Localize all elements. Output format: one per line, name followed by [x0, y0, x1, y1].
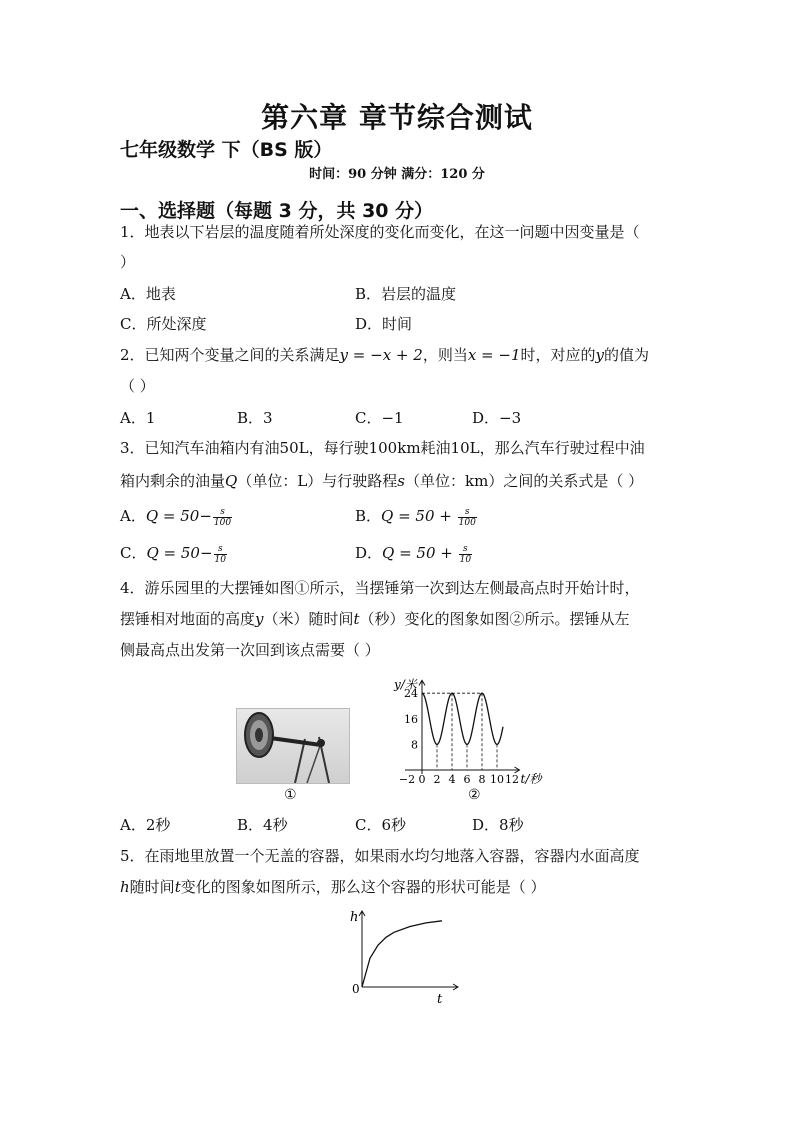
q2-option-a: A．1 [120, 409, 156, 427]
q3-a-numerator: s [213, 507, 232, 518]
q3-a-label: A． [120, 507, 146, 525]
q3-stem-line2 [120, 471, 643, 491]
q3-text-post: （单位：km）之间的关系式是（ ） [405, 472, 644, 490]
q4-stem-line3: 侧最高点出发第一次回到该点需要（ ） [120, 641, 380, 659]
chart1-y-tick-label: 24 [404, 687, 418, 701]
chart2-origin-label: 0 [352, 982, 360, 996]
q5-stem-line1: 5．在雨地里放置一个无盖的容器，如果雨水均匀地落入容器，容器内水面高度 [120, 847, 640, 865]
chart1-y-tick-label: 16 [404, 712, 418, 726]
q2-text-mid2: 时，对应的 [520, 346, 596, 364]
q4-option-d: D．8秒 [472, 816, 524, 834]
q3-option-b [355, 506, 477, 528]
chart1-x-axis-label: t/秒 [520, 772, 542, 786]
chart2-series-line [362, 921, 442, 987]
q1-stem-line2: ） [120, 253, 136, 271]
q4-option-a: A．2秒 [120, 816, 171, 834]
section-heading: 一、选择题（每题 3 分，共 30 分） [120, 200, 434, 222]
q1-option-b: B．岩层的温度 [355, 285, 457, 303]
q1-option-c: C．所处深度 [120, 315, 207, 333]
q1-option-d: D．时间 [355, 315, 413, 333]
chart1-y-axis-label: y/米 [394, 677, 417, 692]
chart1-series-line [422, 693, 503, 744]
q4-text-mid: （米）随时间 [263, 610, 354, 628]
q3-b-numerator: s [458, 507, 477, 518]
chart2-x-axis-label: t [437, 992, 443, 1007]
q5-text-mid: 随时间 [129, 878, 175, 896]
q4-stem-line1: 4．游乐园里的大摆锤如图①所示，当摆锤第一次到达左侧最高点时开始计时， [120, 579, 640, 597]
q3-d-denominator: 10 [459, 554, 472, 565]
q2-equation: y = −x + 2 [339, 346, 423, 364]
q5-text-post: 变化的图象如图所示，那么这个容器的形状可能是（ ） [180, 878, 546, 896]
q3-text-pre: 箱内剩余的油量 [120, 472, 226, 490]
q4-text-pre: 摆锤相对地面的高度 [120, 610, 256, 628]
subtitle: 七年级数学 下（BS 版） [120, 139, 333, 161]
q3-a-denominator: 100 [213, 517, 232, 528]
figure2-caption: ② [468, 787, 481, 803]
q1-option-a: A．地表 [120, 285, 176, 303]
q3-text-mid: （单位：L）与行驶路程 [237, 472, 398, 490]
q5-t-var: t [174, 878, 181, 896]
chart2-y-axis-label: h [350, 910, 359, 925]
chart1-x-tick-label: 8 [478, 773, 486, 786]
q2-option-b: B．3 [237, 409, 273, 427]
pendulum-height-chart [388, 670, 568, 790]
q2-y-var: y [595, 346, 605, 364]
page-title: 第六章 章节综合测试 [261, 101, 533, 134]
q2-x-value: x = −1 [467, 346, 521, 364]
q4-option-b: B．4秒 [237, 816, 288, 834]
q3-s-var: s [397, 472, 405, 490]
chart1-x-tick-label: 0 [418, 773, 426, 786]
q4-y-var: y [255, 610, 264, 628]
q4-t-var: t [353, 610, 360, 628]
q2-text-pre: 2．已知两个变量之间的关系满足 [120, 346, 340, 364]
q2-text-post: 的值为 [604, 346, 650, 364]
q3-option-a [120, 506, 232, 528]
q3-c-denominator: 10 [214, 554, 226, 565]
q3-c-numerator: s [214, 544, 227, 555]
q5-h-var: h [120, 878, 130, 896]
q2-stem-line1 [120, 345, 649, 365]
chart1-x-tick-label: −2 [398, 773, 416, 786]
pendulum-ride-photo [236, 708, 350, 784]
q2-option-c: C．−1 [355, 409, 404, 427]
q1-stem-line1: 1．地表以下岩层的温度随着所处深度的变化而变化，在这一问题中因变量是（ [120, 223, 640, 241]
q2-option-d: D．−3 [472, 409, 522, 427]
q3-c-label: C． [120, 544, 147, 562]
q4-stem-line2 [120, 609, 630, 629]
q3-option-d [355, 543, 472, 565]
q3-option-c [120, 543, 227, 565]
q2-text-mid: ，则当 [422, 346, 468, 364]
q3-q-var: Q [225, 472, 238, 490]
q3-d-numerator: s [459, 544, 472, 555]
chart1-x-tick-label: 10 [490, 773, 504, 786]
q3-b-label: B． [355, 507, 382, 525]
water-height-chart [340, 905, 460, 1010]
time-info: 时间：90 分钟 满分：120 分 [309, 167, 485, 182]
q3-d-expr: Q = 50 + [382, 544, 458, 562]
chart1-x-tick-label: 12 [505, 773, 519, 786]
q3-b-denominator: 100 [458, 517, 476, 528]
q3-c-expr: Q = 50− [146, 544, 213, 562]
q4-text-post: （秒）变化的图象如图②所示。摆锤从左 [359, 610, 630, 628]
chart1-x-tick-label: 2 [433, 773, 441, 786]
chart1-y-tick-label: 8 [411, 738, 418, 752]
q3-b-expr: Q = 50 + [381, 507, 457, 525]
q3-a-expr: Q = 50− [145, 507, 212, 525]
q3-d-label: D． [355, 544, 383, 562]
q4-option-c: C．6秒 [355, 816, 407, 834]
q2-stem-line2: （ ） [120, 377, 155, 395]
chart1-x-tick-label: 4 [448, 773, 456, 786]
chart1-x-tick-label: 6 [463, 773, 471, 786]
q3-stem-line1: 3．已知汽车油箱内有油50L，每行驶100km耗油10L，那么汽车行驶过程中油 [120, 439, 645, 457]
figure1-caption: ① [284, 787, 297, 803]
q5-stem-line2 [120, 877, 546, 897]
